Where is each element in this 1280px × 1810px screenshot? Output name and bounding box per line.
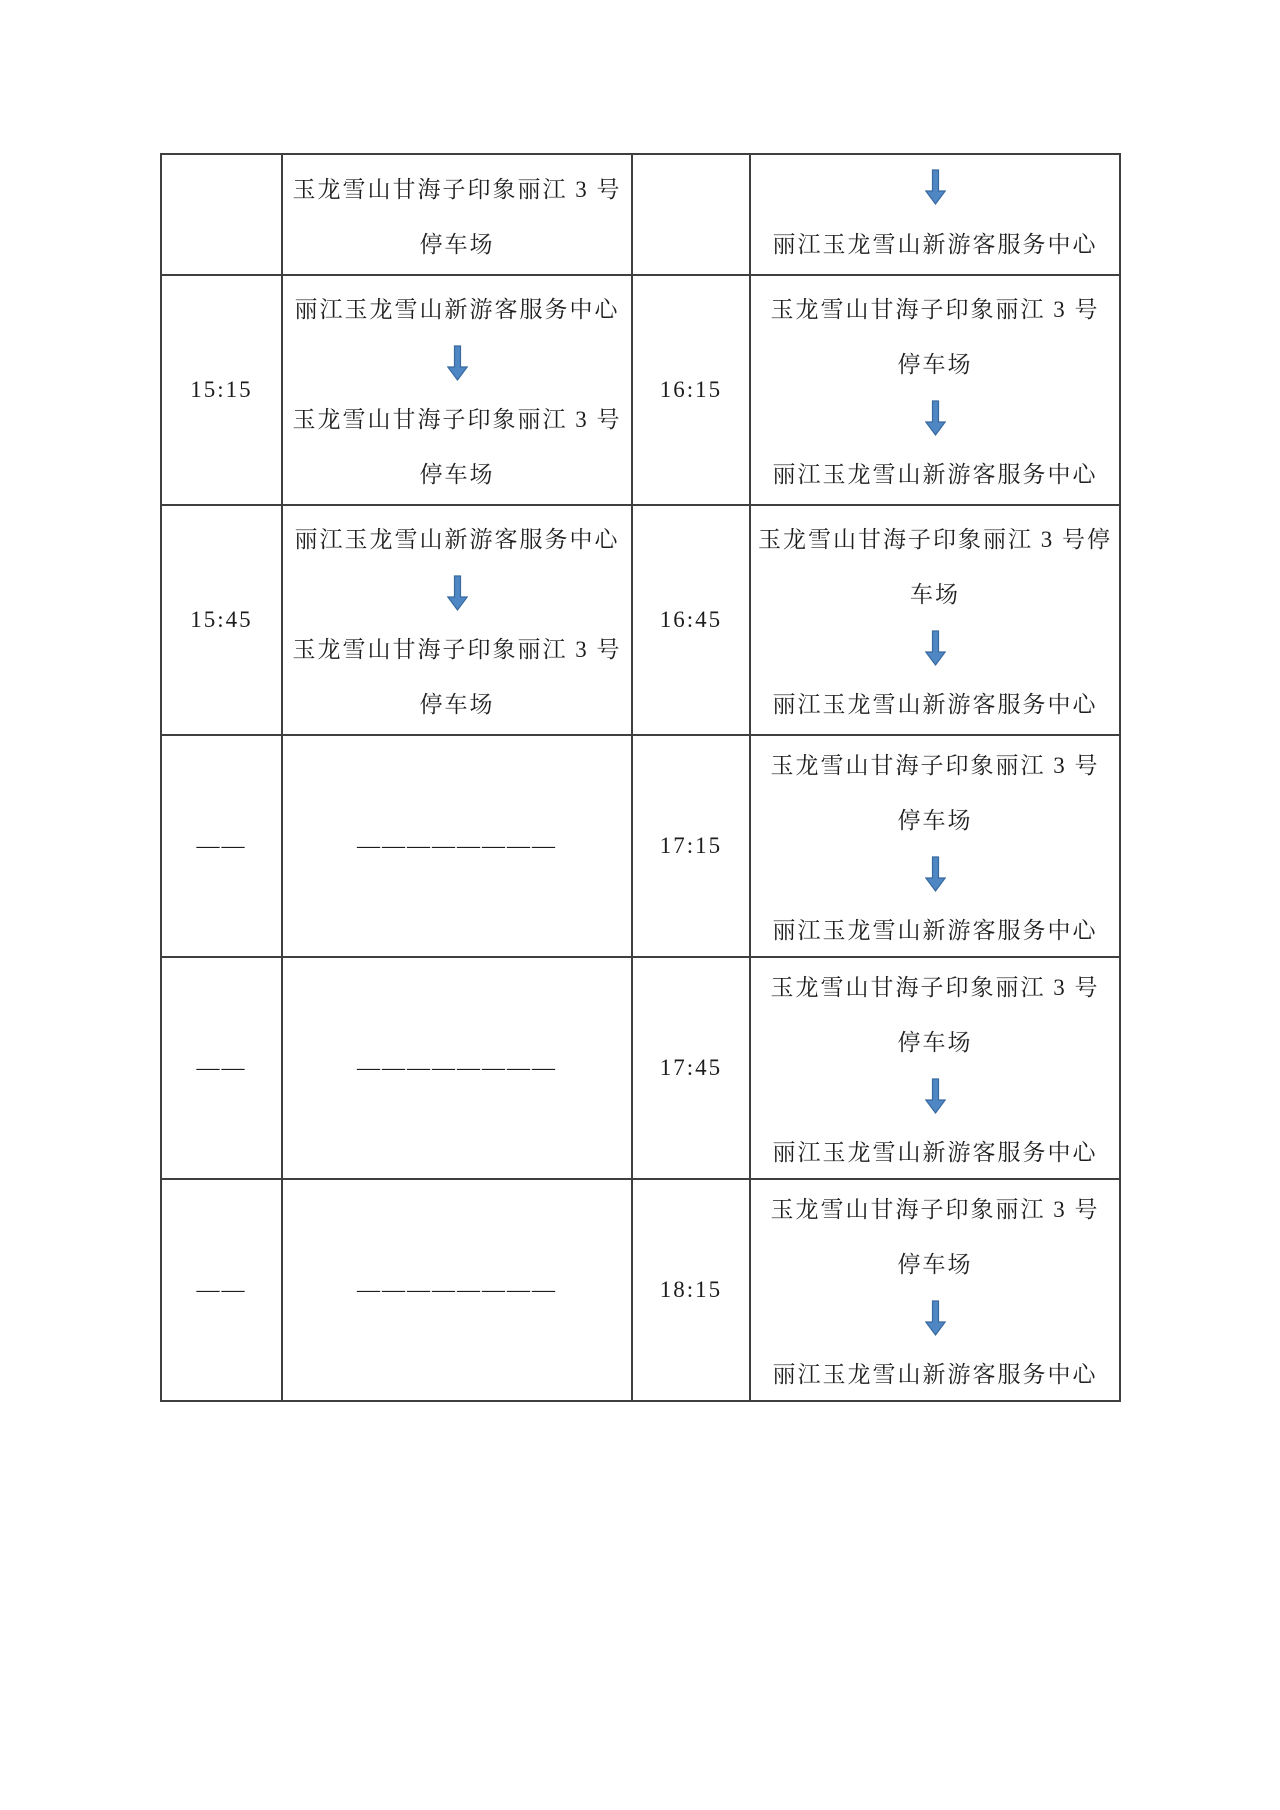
route-cell xyxy=(282,154,632,275)
down-arrow-icon xyxy=(751,1290,1119,1345)
shuttle-schedule-table xyxy=(160,153,1121,1402)
route-stop-label: 丽江玉龙雪山新游客服务中心 xyxy=(772,231,1098,257)
route-cell xyxy=(750,505,1120,735)
down-arrow-icon xyxy=(751,620,1119,675)
down-arrow-icon xyxy=(283,335,631,390)
route-stop-label: 丽江玉龙雪山新游客服务中心 xyxy=(772,918,1098,943)
route-cell xyxy=(282,735,632,957)
departure-time-cell: —— xyxy=(161,1179,282,1401)
route-stop-label: 车场 xyxy=(910,582,960,607)
route-cell xyxy=(282,275,632,505)
departure-time-cell: 15:15 xyxy=(161,275,282,505)
departure-time-cell: —— xyxy=(161,957,282,1179)
route-stop-label: 停车场 xyxy=(897,808,973,833)
no-service-dash: ———————— xyxy=(357,1277,557,1302)
route-stop-label: 玉龙雪山甘海子印象丽江 3 号 xyxy=(770,753,1100,778)
departure-time-cell: 18:15 xyxy=(632,1179,750,1401)
route-cell xyxy=(282,957,632,1179)
route-stop-label: 丽江玉龙雪山新游客服务中心 xyxy=(772,1140,1098,1165)
route-cell xyxy=(750,275,1120,505)
route-stop-label: 丽江玉龙雪山新游客服务中心 xyxy=(294,297,620,322)
route-stop-label: 丽江玉龙雪山新游客服务中心 xyxy=(772,462,1098,487)
route-stop-label: 停车场 xyxy=(419,462,495,487)
route-cell xyxy=(282,505,632,735)
schedule-row xyxy=(161,1179,1120,1401)
schedule-row xyxy=(161,275,1120,505)
departure-time-cell: 17:15 xyxy=(632,735,750,957)
route-stop-label: 玉龙雪山甘海子印象丽江 3 号停 xyxy=(758,527,1112,552)
no-service-dash: ———————— xyxy=(357,833,557,858)
route-stop-label: 玉龙雪山甘海子印象丽江 3 号 xyxy=(292,176,622,202)
schedule-row xyxy=(161,735,1120,957)
route-stop-label: 玉龙雪山甘海子印象丽江 3 号 xyxy=(292,407,622,432)
route-stop-label: 停车场 xyxy=(897,1252,973,1277)
departure-time-cell: —— xyxy=(161,735,282,957)
departure-time-cell: 16:45 xyxy=(632,505,750,735)
route-stop-label: 停车场 xyxy=(419,231,495,257)
schedule-row xyxy=(161,957,1120,1179)
route-stop-label: 停车场 xyxy=(419,692,495,717)
route-stop-label: 玉龙雪山甘海子印象丽江 3 号 xyxy=(770,1197,1100,1222)
route-cell xyxy=(750,957,1120,1179)
down-arrow-icon xyxy=(751,1068,1119,1123)
down-arrow-icon xyxy=(751,390,1119,445)
route-stop-label: 丽江玉龙雪山新游客服务中心 xyxy=(772,1362,1098,1387)
route-cell xyxy=(750,154,1120,275)
down-arrow-icon xyxy=(751,160,1119,215)
departure-time-cell: 17:45 xyxy=(632,957,750,1179)
schedule-row xyxy=(161,505,1120,735)
departure-time-cell xyxy=(161,154,282,275)
route-stop-label: 玉龙雪山甘海子印象丽江 3 号 xyxy=(770,297,1100,322)
schedule-row xyxy=(161,154,1120,275)
route-stop-label: 丽江玉龙雪山新游客服务中心 xyxy=(772,692,1098,717)
down-arrow-icon xyxy=(283,565,631,620)
route-cell xyxy=(750,735,1120,957)
no-service-dash: ———————— xyxy=(357,1055,557,1080)
route-cell xyxy=(750,1179,1120,1401)
route-stop-label: 停车场 xyxy=(897,1030,973,1055)
route-stop-label: 玉龙雪山甘海子印象丽江 3 号 xyxy=(770,975,1100,1000)
route-cell xyxy=(282,1179,632,1401)
departure-time-cell: 15:45 xyxy=(161,505,282,735)
document-page xyxy=(160,153,1121,1402)
route-stop-label: 玉龙雪山甘海子印象丽江 3 号 xyxy=(292,637,622,662)
departure-time-cell xyxy=(632,154,750,275)
down-arrow-icon xyxy=(751,846,1119,901)
departure-time-cell: 16:15 xyxy=(632,275,750,505)
route-stop-label: 停车场 xyxy=(897,352,973,377)
route-stop-label: 丽江玉龙雪山新游客服务中心 xyxy=(294,527,620,552)
